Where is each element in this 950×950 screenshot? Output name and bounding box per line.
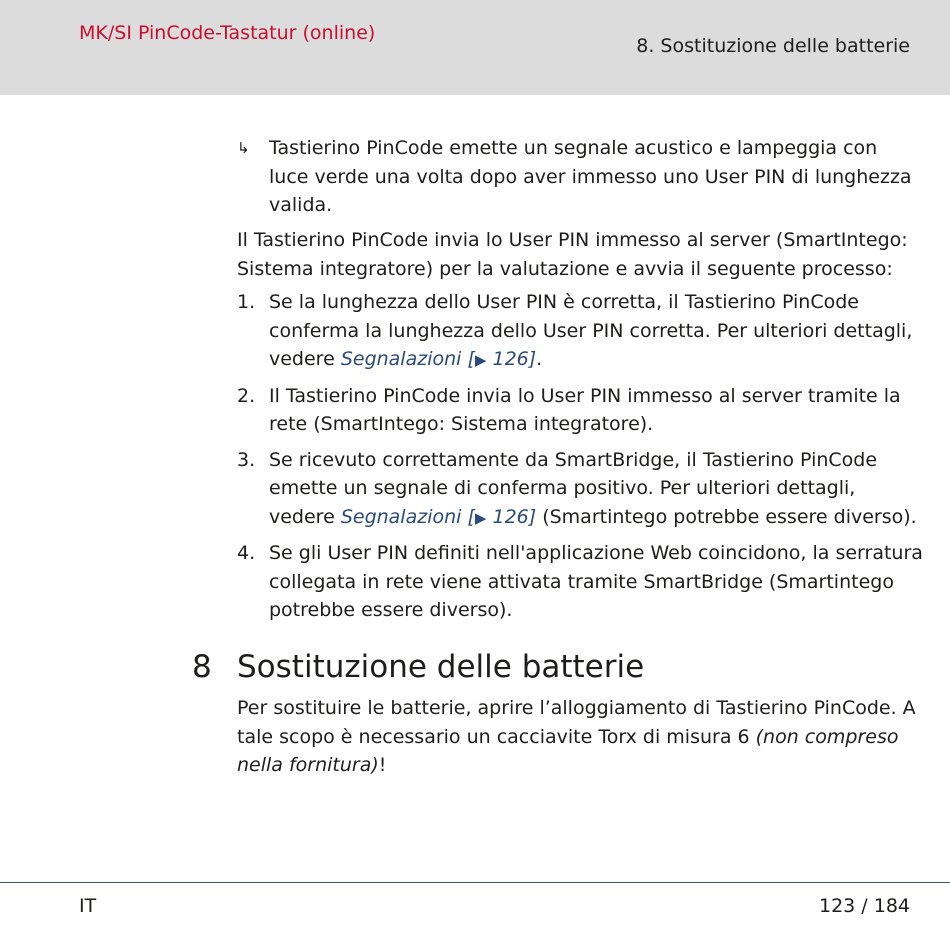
page-header <box>0 0 950 95</box>
list-item <box>237 539 927 625</box>
link-arrow-icon: ▶ <box>474 508 487 527</box>
process-steps-list <box>237 288 927 632</box>
list-item <box>237 382 927 439</box>
signals-link[interactable]: Segnalazioni [▶ 126] <box>340 348 537 370</box>
chapter-reference: 8. Sostituzione delle batterie <box>636 35 910 57</box>
step-number: 3. <box>237 448 256 471</box>
signals-link[interactable]: Segnalazioni [▶ 126] <box>340 505 537 528</box>
footer-divider <box>0 882 950 883</box>
footer-language: IT <box>79 895 97 917</box>
section-number: 8 <box>192 649 212 685</box>
section-paragraph: Per sostituire le batterie, aprire l’alloggiamento di Tastierino PinCode. A tale scopo è necessario un cacciavite Torx di misura 6 (non compreso nella fornitura)! <box>237 697 916 776</box>
document-title: MK/SI PinCode-Tastatur (online) <box>79 22 376 44</box>
result-text: Tastierino PinCode emette un segnale acustico e lampeggia con luce verde una volta dopo aver immesso uno User PIN di lunghezza valida. <box>269 137 912 216</box>
step-text: Se ricevuto correttamente da SmartBridge, il Tastierino PinCode emette un segnale di conferma positivo. Per ulteriori dettagli, vedere Segnalazioni [▶ 126] (Smartintego potrebbe essere diverso). <box>269 448 917 528</box>
list-item <box>237 288 927 375</box>
result-arrow-icon: ↳ <box>237 139 250 157</box>
list-item <box>237 446 927 533</box>
step-number: 4. <box>237 542 256 564</box>
section-title: Sostituzione delle batterie <box>237 649 645 685</box>
step-text: Il Tastierino PinCode invia lo User PIN immesso al server tramite la rete (SmartIntego: Sistema integratore). <box>269 384 901 435</box>
step-number: 2. <box>237 384 256 407</box>
link-arrow-icon: ▶ <box>474 351 487 369</box>
result-item <box>237 134 917 220</box>
step-text: Se la lunghezza dello User PIN è corretta, il Tastierino PinCode conferma la lunghezza dello User PIN corretta. Per ulteriori dettagli, vedere Segnalazioni [▶ 126]. <box>269 291 913 370</box>
step-text: Se gli User PIN definiti nell'applicazione Web coincidono, la serratura collegata in rete viene attivata tramite SmartBridge (Smartintego potrebbe essere diverso). <box>269 542 923 621</box>
step-number: 1. <box>237 291 256 313</box>
page-number: 123 / 184 <box>818 895 910 917</box>
italic-note: (non compreso nella fornitura) <box>237 725 899 776</box>
intro-paragraph: Il Tastierino PinCode invia lo User PIN immesso al server (SmartIntego: Sistema integratore) per la valutazione e avvia il seguente processo: <box>237 229 908 280</box>
